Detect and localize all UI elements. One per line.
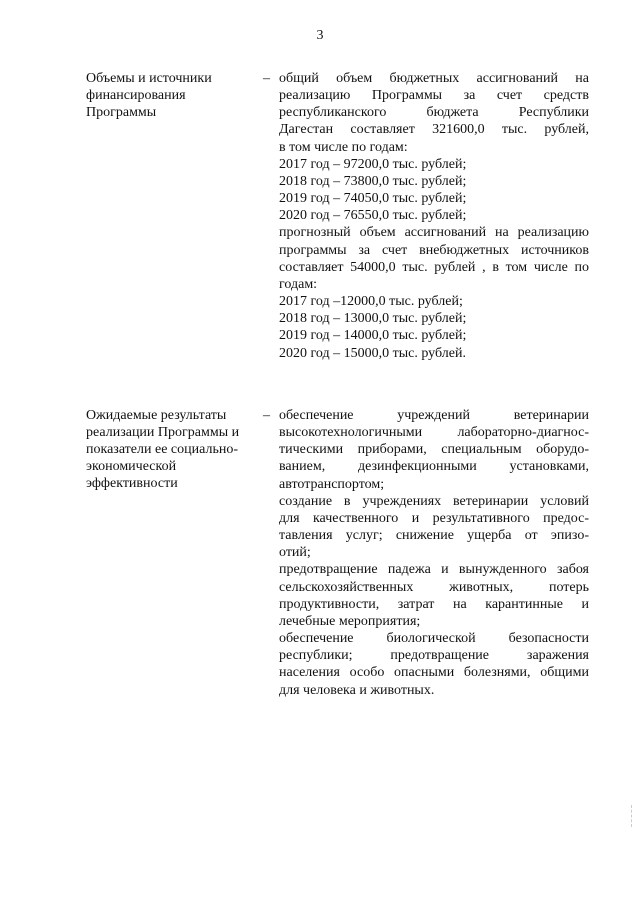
text-line: 2019 год – 14000,0 тыс. рублей; — [279, 328, 467, 344]
text-line: республики; предотвращение заражения — [279, 648, 589, 664]
text-line: сельскохозяйственных животных, потерь — [279, 579, 589, 595]
text-line: обеспечение учреждений ветеринарии — [279, 408, 589, 423]
text-line: 2020 год – 15000,0 тыс. рублей. — [279, 345, 466, 361]
results-label-line: реализации Программы и — [86, 425, 240, 440]
text-line: лечебные мероприятия; — [279, 613, 421, 629]
financing-label-line: Объемы и источники — [86, 71, 212, 86]
results-label-line: экономической — [86, 459, 177, 474]
text-line: составляет 54000,0 тыс. рублей , в том числе по — [279, 259, 589, 275]
text-line: отий; — [279, 545, 311, 561]
text-line: республиканского бюджета Республики — [279, 105, 589, 121]
text-line: Дагестан составляет 321600,0 тыс. рублей, — [279, 122, 589, 138]
text-line: 2020 год – 76550,0 тыс. рублей; — [279, 208, 467, 224]
results-label-line: эффективности — [86, 476, 178, 491]
text-line: 2017 год – 97200,0 тыс. рублей; — [279, 156, 467, 172]
text-line: обеспечение биологической безопасности — [279, 631, 589, 647]
text-line: для качественного и результативного предос- — [279, 510, 589, 526]
text-line: автотранспортом; — [279, 476, 385, 492]
results-label-line: Ожидаемые результаты — [86, 408, 227, 423]
text-line: продуктивности, затрат на карантинные и — [279, 596, 589, 612]
text-line: 2019 год – 74050,0 тыс. рублей; — [279, 191, 467, 207]
text-line: программы за счет внебюджетных источников — [279, 242, 589, 258]
text-line: создание в учреждениях ветеринарии условий — [279, 493, 589, 509]
text-line: 2018 год – 13000,0 тыс. рублей; — [279, 311, 467, 327]
text-line: тическими приборами, специальным оборудо- — [279, 442, 589, 458]
text-line: высокотехнологичными лабораторно-диагнос- — [279, 425, 589, 441]
text-line: населения особо опасными болезнями, общими — [279, 665, 589, 681]
scan-edge-mark — [631, 805, 634, 827]
text-line: годам: — [279, 276, 318, 292]
financing-label — [86, 70, 264, 121]
results-dash: – — [263, 408, 270, 423]
text-line: ванием, дезинфекционными установками, — [279, 459, 589, 475]
text-line: 2018 год – 73800,0 тыс. рублей; — [279, 173, 467, 189]
results-content — [279, 407, 589, 699]
financing-label-line: Программы — [86, 105, 157, 120]
text-line: общий объем бюджетных ассигнований на — [279, 71, 589, 86]
results-label — [86, 407, 264, 492]
text-line: для человека и животных. — [279, 682, 435, 698]
financing-dash: – — [263, 71, 270, 86]
text-line: в том числе по годам: — [279, 139, 408, 155]
text-line: реализацию Программы за счет средств — [279, 88, 589, 104]
financing-label-line: финансирования — [86, 88, 186, 103]
page-number: 3 — [316, 28, 324, 43]
text-line: тавления услуг; снижение ущерба от эпизо- — [279, 528, 589, 544]
text-line: предотвращение падежа и вынужденного забоя — [279, 562, 589, 578]
financing-content — [279, 70, 589, 362]
text-line: прогнозный объем ассигнований на реализацию — [279, 225, 589, 241]
results-label-line: показатели ее социально- — [86, 442, 238, 457]
text-line: 2017 год –12000,0 тыс. рублей; — [279, 294, 463, 310]
